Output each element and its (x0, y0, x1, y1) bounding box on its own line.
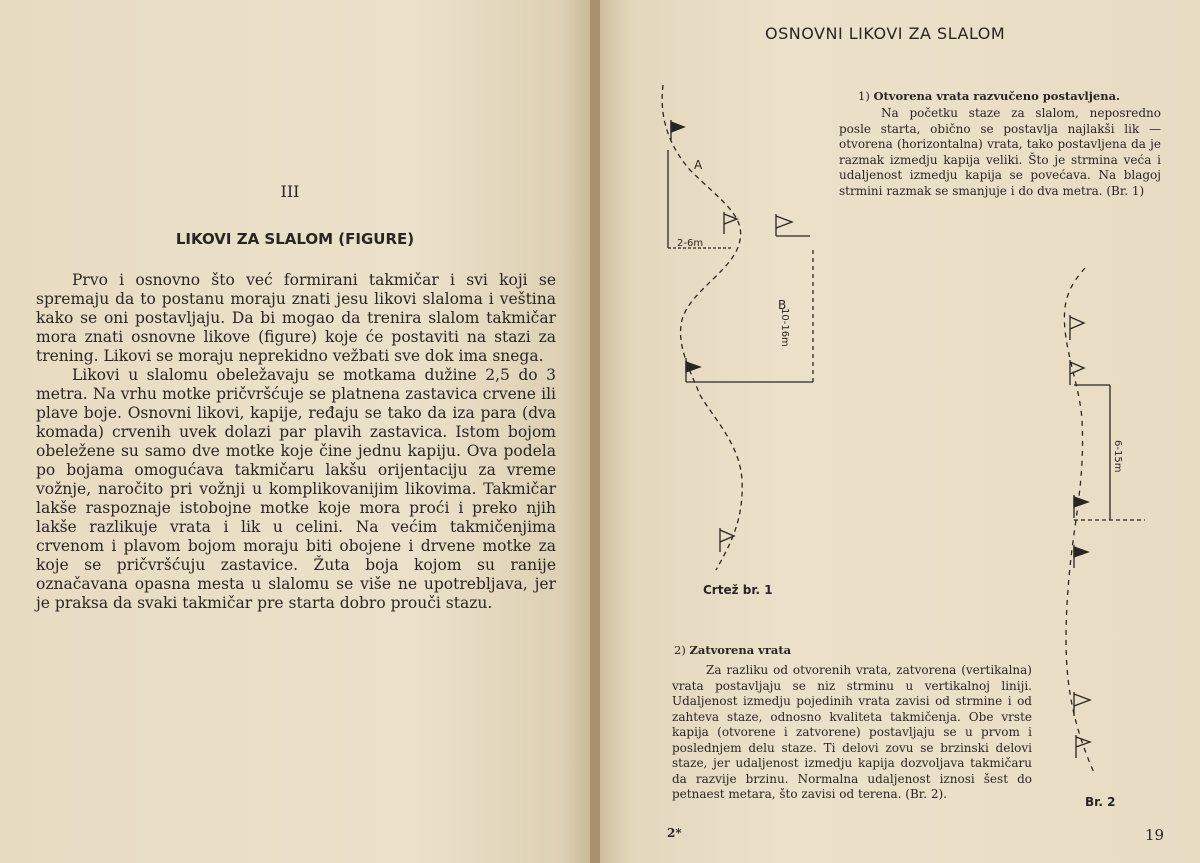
running-head: OSNOVNI LIKOVI ZA SLALOM (765, 24, 1006, 43)
flag-icon (1076, 735, 1090, 758)
figure2-course-line (1064, 268, 1095, 775)
figure1-label-b: B (778, 298, 787, 312)
section1-number: 1) (858, 89, 870, 103)
flag-icon (1070, 360, 1084, 385)
signature-mark: 2* (667, 826, 682, 840)
figure1-diagram (662, 85, 813, 570)
figure1-label-a: A (694, 158, 703, 172)
figure1-caption: Crtež br. 1 (703, 583, 773, 597)
chapter-title: LIKOVI ZA SLALOM (FIGURE) (175, 230, 415, 248)
section2-body (672, 663, 1032, 803)
figure1-dim-horizontal: 2-6m (677, 238, 704, 249)
flag-icon (671, 120, 684, 140)
section2-paragraph: Za razliku od otvorenih vrata, zatvorena (vertikalna) vrata postavljaju se niz strminu u vertikalnoj liniji. Udaljenost izmedju pojedinih vrata zavisi od strmine i od zahteva staze, odnosno kvaliteta takmičenja. Obe vrste kapija (otvorene i zatvorene) postavljaju se u prvom i poslednjem delu staze. Ti delovi zovu se brzinski delovi staze, jer udaljenost izmedju kapija dozvoljava takmičaru da razvije brzinu. Normalna udaljenost iznosi šest do petnaest metara, što zavisi od terena. (Br. 2). (672, 663, 1032, 801)
figure2-dim-vertical: 6-15m (1112, 440, 1123, 473)
section1-paragraph: Na početku staze za slalom, neposredno posle starta, obično se postavlja najlakši lik — otvorena (horizontalna) vrata, tako postavljena da je razmak izmedju kapija veliki. Što je strmina veća i udaljenost izmedju kapija se povećava. Na blagoj strmini razmak se smanjuje i do dva metra. (Br. 1) (839, 106, 1161, 198)
flag-icon (776, 214, 810, 236)
chapter-number: III (280, 182, 300, 201)
section1-title: Otvorena vrata razvučeno postavljena. (873, 89, 1121, 103)
figure1-dim-vertical: 10-16m (779, 308, 790, 347)
section2-heading (674, 643, 791, 657)
flag-icon (1070, 315, 1084, 340)
paragraph: Prvo i osnovno što već formirani takmičar i svi koji se spremaju da to postanu moraju znati jesu likovi slaloma i veština kako se oni postavljaju. Da bi mogao da trenira slalom takmičar mora znati osnovne likove (figure) koje će postaviti na stazi za trening. Likovi se moraju neprekidno vežbati sve dok ima snega. (36, 271, 556, 365)
paragraph: Likovi u slalomu obeležavaju se motkama dužine 2,5 do 3 metra. Na vrhu motke pričvršćuje se platnena zastavica crvene ili plave boje. Osnovni likovi, kapije, ređaju se tako da iza para (dva komada) crvenih uvek dolazi par plavih zastavica. Istom bojom obeležene su samo dve motke koje čine jednu kapiju. Ova podela po bojama omogućava takmičaru lakšu orijentaciju za vreme vožnje, naročito pri vožnji u komplikovanijim likovima. Takmičar lakše raspoznaje istobojne motke koje mora proći i preko njih lakše razlikuje vrata i lik u celini. Na većim takmičenjima crvenom i plavom bojom moraju biti obojene i drvene motke za koje se pričvršćuju zastavice. Žuta boja kojom su ranije označavana opasna mesta u slalomu se više ne upotrebljava, jer je praksa da svaki takmičar pre starta dobro prouči stazu. (36, 366, 556, 612)
section2-number: 2) (674, 643, 686, 657)
figure2-caption: Br. 2 (1085, 795, 1116, 809)
flag-icon (1074, 692, 1090, 716)
figure2-diagram (1064, 268, 1145, 775)
page-number: 19 (1145, 826, 1165, 844)
section2-title: Zatvorena vrata (689, 643, 792, 657)
flag-icon (1074, 545, 1088, 568)
